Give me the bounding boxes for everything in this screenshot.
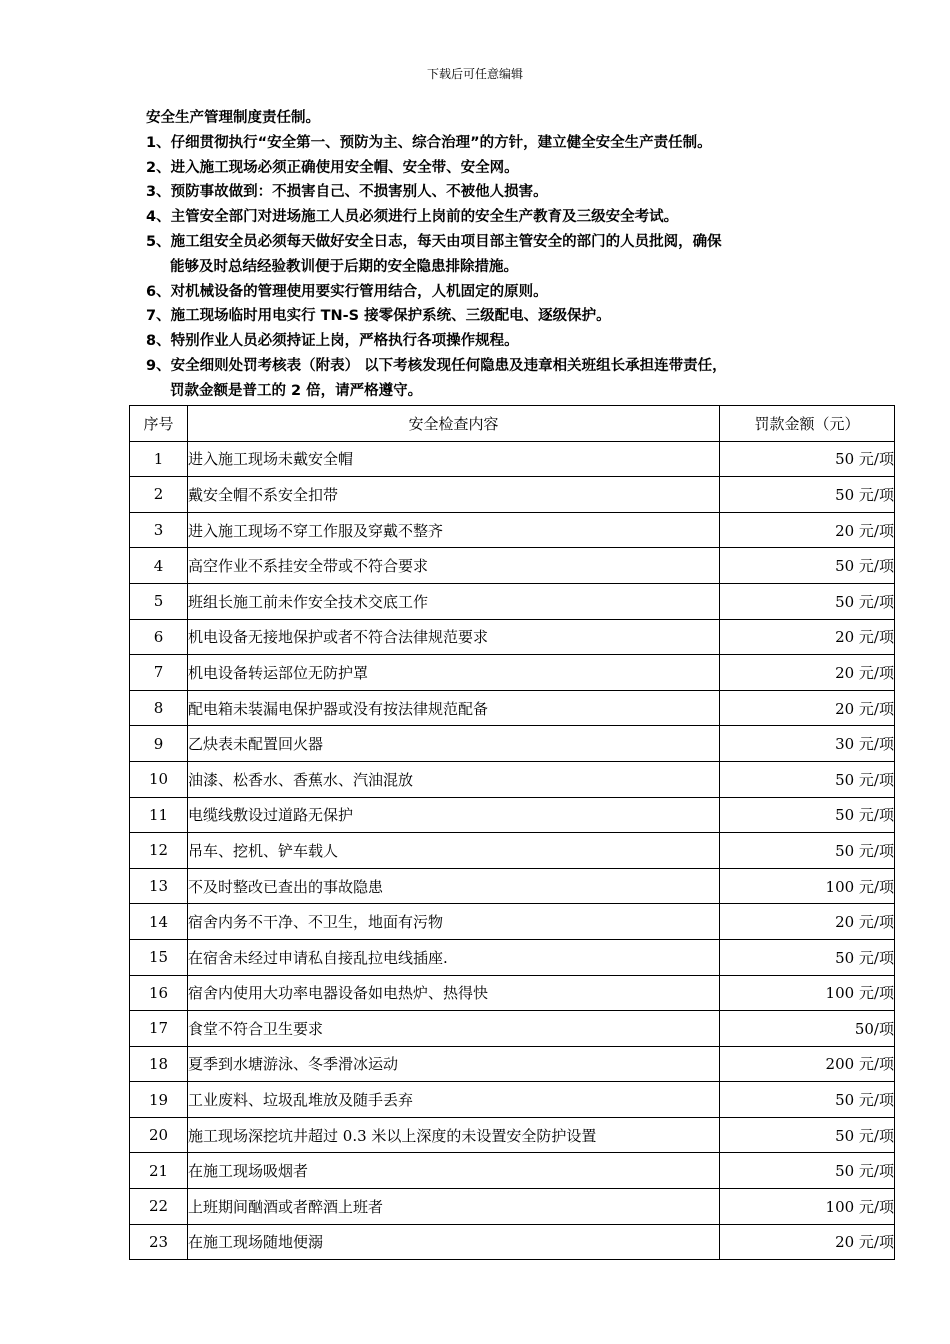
row-number: 8 bbox=[130, 690, 188, 726]
table-row bbox=[130, 761, 895, 797]
row-number: 6 bbox=[130, 619, 188, 655]
table-row bbox=[130, 833, 895, 869]
rule-item-2: 2、进入施工现场必须正确使用安全帽、安全带、安全网。 bbox=[146, 159, 519, 176]
table-row bbox=[130, 477, 895, 513]
safety-rules-section bbox=[146, 106, 866, 404]
header-content: 安全检查内容 bbox=[188, 406, 720, 442]
table-row bbox=[130, 797, 895, 833]
table-row bbox=[130, 655, 895, 691]
row-content: 宿舍内务不干净、不卫生，地面有污物 bbox=[188, 904, 720, 940]
table-row bbox=[130, 1117, 895, 1153]
row-number: 10 bbox=[130, 761, 188, 797]
row-amount: 50 元/项 bbox=[720, 441, 895, 477]
row-amount: 50 元/项 bbox=[720, 1082, 895, 1118]
row-content: 上班期间酗酒或者醉酒上班者 bbox=[188, 1189, 720, 1225]
row-amount: 20 元/项 bbox=[720, 690, 895, 726]
table-row bbox=[130, 512, 895, 548]
row-amount: 50/项 bbox=[720, 1011, 895, 1047]
row-amount: 50 元/项 bbox=[720, 833, 895, 869]
page-header-note: 下载后可任意编辑 bbox=[426, 67, 523, 81]
row-content: 班组长施工前未作安全技术交底工作 bbox=[188, 583, 720, 619]
row-amount: 50 元/项 bbox=[720, 1153, 895, 1189]
row-content: 不及时整改已查出的事故隐患 bbox=[188, 868, 720, 904]
row-content: 高空作业不系挂安全带或不符合要求 bbox=[188, 548, 720, 584]
row-content: 进入施工现场不穿工作服及穿戴不整齐 bbox=[188, 512, 720, 548]
row-amount: 50 元/项 bbox=[720, 761, 895, 797]
row-amount: 100 元/项 bbox=[720, 1189, 895, 1225]
row-amount: 20 元/项 bbox=[720, 512, 895, 548]
row-number: 4 bbox=[130, 548, 188, 584]
table-row bbox=[130, 548, 895, 584]
row-amount: 20 元/项 bbox=[720, 904, 895, 940]
row-content: 油漆、松香水、香蕉水、汽油混放 bbox=[188, 761, 720, 797]
row-number: 3 bbox=[130, 512, 188, 548]
rule-item-8: 8、特别作业人员必须持证上岗，严格执行各项操作规程。 bbox=[146, 333, 519, 350]
row-content: 工业废料、垃圾乱堆放及随手丢弃 bbox=[188, 1082, 720, 1118]
row-number: 13 bbox=[130, 868, 188, 904]
row-number: 18 bbox=[130, 1046, 188, 1082]
row-amount: 100 元/项 bbox=[720, 975, 895, 1011]
row-content: 在施工现场吸烟者 bbox=[188, 1153, 720, 1189]
row-content: 电缆线敷设过道路无保护 bbox=[188, 797, 720, 833]
row-number: 7 bbox=[130, 655, 188, 691]
penalty-table bbox=[129, 405, 895, 1260]
table-row bbox=[130, 1082, 895, 1118]
row-amount: 50 元/项 bbox=[720, 548, 895, 584]
rule-item-3: 3、预防事故做到：不损害自己、不损害别人、不被他人损害。 bbox=[146, 184, 548, 201]
table-row bbox=[130, 868, 895, 904]
table-row bbox=[130, 939, 895, 975]
rule-item-9: 9、安全细则处罚考核表（附表） 以下考核发现任何隐患及违章相关班组长承担连带责任， bbox=[146, 357, 727, 374]
row-content: 乙炔表未配置回火器 bbox=[188, 726, 720, 762]
row-number: 9 bbox=[130, 726, 188, 762]
table-row bbox=[130, 690, 895, 726]
table-row bbox=[130, 975, 895, 1011]
rules-title: 安全生产管理制度责任制。 bbox=[146, 110, 320, 126]
rule-item-6: 6、对机械设备的管理使用要实行管用结合，人机固定的原则。 bbox=[146, 283, 548, 300]
table-row bbox=[130, 441, 895, 477]
row-amount: 20 元/项 bbox=[720, 655, 895, 691]
table-row bbox=[130, 1011, 895, 1047]
row-content: 在施工现场随地便溺 bbox=[188, 1224, 720, 1260]
rule-item-1: 1、仔细贯彻执行“安全第一、预防为主、综合治理”的方针，建立健全安全生产责任制。 bbox=[146, 134, 712, 151]
row-amount: 100 元/项 bbox=[720, 868, 895, 904]
row-number: 21 bbox=[130, 1153, 188, 1189]
table-row bbox=[130, 583, 895, 619]
table-row bbox=[130, 1189, 895, 1225]
row-amount: 50 元/项 bbox=[720, 583, 895, 619]
row-amount: 200 元/项 bbox=[720, 1046, 895, 1082]
row-number: 22 bbox=[130, 1189, 188, 1225]
header-number: 序号 bbox=[130, 406, 188, 442]
row-amount: 50 元/项 bbox=[720, 1117, 895, 1153]
row-number: 1 bbox=[130, 441, 188, 477]
row-number: 20 bbox=[130, 1117, 188, 1153]
row-content: 进入施工现场未戴安全帽 bbox=[188, 441, 720, 477]
rule-item-4: 4、主管安全部门对进场施工人员必须进行上岗前的安全生产教育及三级安全考试。 bbox=[146, 209, 679, 226]
table-row bbox=[130, 1153, 895, 1189]
row-content: 施工现场深挖坑井超过 0.3 米以上深度的未设置安全防护设置 bbox=[188, 1117, 720, 1153]
row-amount: 50 元/项 bbox=[720, 797, 895, 833]
row-content: 机电设备转运部位无防护罩 bbox=[188, 655, 720, 691]
row-content: 配电箱未装漏电保护器或没有按法律规范配备 bbox=[188, 690, 720, 726]
row-number: 15 bbox=[130, 939, 188, 975]
rule-item-5-continued: 能够及时总结经验教训便于后期的安全隐患排除措施。 bbox=[170, 258, 518, 275]
table-row bbox=[130, 904, 895, 940]
table-row bbox=[130, 619, 895, 655]
rule-item-7: 7、施工现场临时用电实行 TN-S 接零保护系统、三级配电、逐级保护。 bbox=[146, 308, 611, 325]
rule-item-5: 5、施工组安全员必须每天做好安全日志，每天由项目部主管安全的部门的人员批阅，确保 bbox=[146, 233, 722, 250]
row-amount: 50 元/项 bbox=[720, 477, 895, 513]
row-number: 12 bbox=[130, 833, 188, 869]
table-body bbox=[130, 441, 895, 1260]
row-number: 23 bbox=[130, 1224, 188, 1260]
row-number: 19 bbox=[130, 1082, 188, 1118]
row-number: 17 bbox=[130, 1011, 188, 1047]
row-content: 机电设备无接地保护或者不符合法律规范要求 bbox=[188, 619, 720, 655]
row-content: 夏季到水塘游泳、冬季滑冰运动 bbox=[188, 1046, 720, 1082]
row-content: 在宿舍未经过申请私自接乱拉电线插座. bbox=[188, 939, 720, 975]
row-amount: 20 元/项 bbox=[720, 1224, 895, 1260]
row-content: 宿舍内使用大功率电器设备如电热炉、热得快 bbox=[188, 975, 720, 1011]
table-row bbox=[130, 1046, 895, 1082]
table-row bbox=[130, 1224, 895, 1260]
row-number: 16 bbox=[130, 975, 188, 1011]
row-number: 14 bbox=[130, 904, 188, 940]
rule-item-9-continued: 罚款金额是普工的 2 倍，请严格遵守。 bbox=[170, 382, 423, 399]
row-amount: 30 元/项 bbox=[720, 726, 895, 762]
row-number: 2 bbox=[130, 477, 188, 513]
row-number: 11 bbox=[130, 797, 188, 833]
row-amount: 50 元/项 bbox=[720, 939, 895, 975]
table-header-row bbox=[130, 406, 895, 442]
row-content: 食堂不符合卫生要求 bbox=[188, 1011, 720, 1047]
table-row bbox=[130, 726, 895, 762]
row-content: 吊车、挖机、铲车载人 bbox=[188, 833, 720, 869]
row-number: 5 bbox=[130, 583, 188, 619]
row-content: 戴安全帽不系安全扣带 bbox=[188, 477, 720, 513]
header-amount: 罚款金额（元） bbox=[720, 406, 895, 442]
row-amount: 20 元/项 bbox=[720, 619, 895, 655]
